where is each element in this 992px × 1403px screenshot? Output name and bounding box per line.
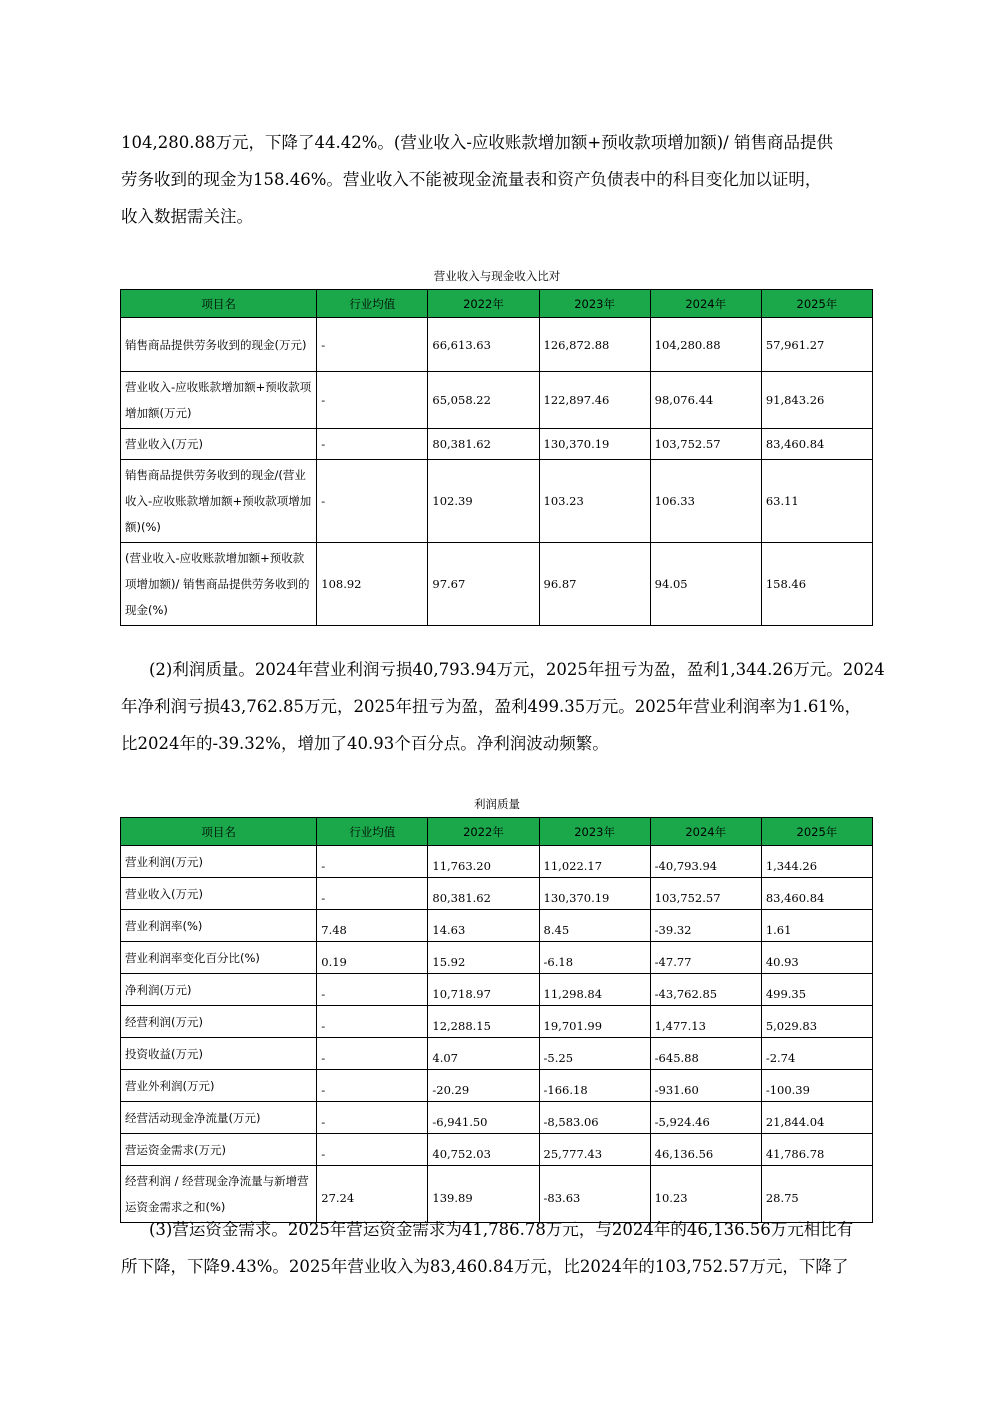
value-cell: 25,777.43: [539, 1134, 650, 1166]
column-header: 2025年: [761, 818, 872, 846]
value-cell: 103,752.57: [650, 878, 761, 910]
value-cell: 1.61: [761, 910, 872, 942]
value-cell: 80,381.62: [428, 878, 539, 910]
value-cell: -20.29: [428, 1070, 539, 1102]
industry-average-cell: 0.19: [317, 942, 428, 974]
value-cell: 1,477.13: [650, 1006, 761, 1038]
value-cell: -40,793.94: [650, 846, 761, 878]
industry-average-cell: -: [317, 1006, 428, 1038]
column-header: 2024年: [650, 290, 761, 318]
row-label: 经营活动现金净流量(万元): [121, 1102, 317, 1134]
column-header: 2024年: [650, 818, 761, 846]
industry-average-cell: -: [317, 318, 428, 372]
text-line: (3)营运资金需求。2025年营运资金需求为41,786.78万元，与2024年的46,136.56万元相比有: [149, 1220, 854, 1239]
row-label: 净利润(万元): [121, 974, 317, 1006]
value-cell: 8.45: [539, 910, 650, 942]
value-cell: 83,460.84: [761, 429, 872, 460]
value-cell: 4.07: [428, 1038, 539, 1070]
industry-average-cell: -: [317, 372, 428, 429]
value-cell: 57,961.27: [761, 318, 872, 372]
value-cell: 11,298.84: [539, 974, 650, 1006]
value-cell: 5,029.83: [761, 1006, 872, 1038]
table-row: [121, 318, 873, 372]
column-header: 行业均值: [317, 818, 428, 846]
table-row: [121, 910, 873, 942]
value-cell: 1,344.26: [761, 846, 872, 878]
value-cell: -100.39: [761, 1070, 872, 1102]
table-row: [121, 372, 873, 429]
value-cell: 130,370.19: [539, 429, 650, 460]
column-header: 2022年: [428, 818, 539, 846]
table-header-row: [121, 290, 873, 318]
value-cell: -8,583.06: [539, 1102, 650, 1134]
table-row: [121, 1134, 873, 1166]
table-row: [121, 460, 873, 543]
table-row: [121, 878, 873, 910]
value-cell: -645.88: [650, 1038, 761, 1070]
row-label: 营业收入(万元): [121, 429, 317, 460]
table-row: [121, 1102, 873, 1134]
value-cell: 11,022.17: [539, 846, 650, 878]
text-line: 劳务收到的现金为158.46%。营业收入不能被现金流量表和资产负债表中的科目变化加以证明，: [121, 170, 822, 189]
table1-caption: 营业收入与现金收入比对: [433, 269, 561, 283]
value-cell: 98,076.44: [650, 372, 761, 429]
value-cell: 14.63: [428, 910, 539, 942]
value-cell: 46,136.56: [650, 1134, 761, 1166]
industry-average-cell: -: [317, 974, 428, 1006]
column-header: 2025年: [761, 290, 872, 318]
value-cell: 80,381.62: [428, 429, 539, 460]
value-cell: 158.46: [761, 543, 872, 626]
industry-average-cell: -: [317, 429, 428, 460]
row-label: 经营利润 / 经营现金净流量与新增营运资金需求之和(%): [121, 1166, 317, 1223]
value-cell: 103,752.57: [650, 429, 761, 460]
value-cell: 139.89: [428, 1166, 539, 1223]
value-cell: 96.87: [539, 543, 650, 626]
column-header: 行业均值: [317, 290, 428, 318]
value-cell: -43,762.85: [650, 974, 761, 1006]
value-cell: -39.32: [650, 910, 761, 942]
paragraph-revenue-conclusion: [121, 124, 881, 235]
value-cell: -2.74: [761, 1038, 872, 1070]
row-label: 营运资金需求(万元): [121, 1134, 317, 1166]
value-cell: -6,941.50: [428, 1102, 539, 1134]
profit-quality-table: [120, 817, 873, 1223]
revenue-cash-comparison-table: [120, 289, 873, 626]
value-cell: 41,786.78: [761, 1134, 872, 1166]
value-cell: -5.25: [539, 1038, 650, 1070]
row-label: 营业收入(万元): [121, 878, 317, 910]
industry-average-cell: -: [317, 1070, 428, 1102]
industry-average-cell: 108.92: [317, 543, 428, 626]
row-label: 投资收益(万元): [121, 1038, 317, 1070]
value-cell: 104,280.88: [650, 318, 761, 372]
table-row: [121, 974, 873, 1006]
value-cell: -5,924.46: [650, 1102, 761, 1134]
value-cell: -6.18: [539, 942, 650, 974]
value-cell: 15.92: [428, 942, 539, 974]
value-cell: 122,897.46: [539, 372, 650, 429]
table-row: [121, 1070, 873, 1102]
value-cell: 103.23: [539, 460, 650, 543]
value-cell: 11,763.20: [428, 846, 539, 878]
value-cell: 12,288.15: [428, 1006, 539, 1038]
industry-average-cell: -: [317, 1038, 428, 1070]
value-cell: 91,843.26: [761, 372, 872, 429]
value-cell: 19,701.99: [539, 1006, 650, 1038]
row-label: 营业收入-应收账款增加额+预收款项增加额(万元): [121, 372, 317, 429]
column-header: 2022年: [428, 290, 539, 318]
table-row: [121, 429, 873, 460]
value-cell: 40.93: [761, 942, 872, 974]
table-row: [121, 846, 873, 878]
column-header: 2023年: [539, 290, 650, 318]
industry-average-cell: -: [317, 1102, 428, 1134]
value-cell: 130,370.19: [539, 878, 650, 910]
row-label: 营业利润率变化百分比(%): [121, 942, 317, 974]
industry-average-cell: -: [317, 846, 428, 878]
value-cell: 65,058.22: [428, 372, 539, 429]
text-line: 104,280.88万元，下降了44.42%。(营业收入-应收账款增加额+预收款项增加额)/ 销售商品提供: [121, 133, 833, 152]
industry-average-cell: 7.48: [317, 910, 428, 942]
value-cell: 10,718.97: [428, 974, 539, 1006]
industry-average-cell: -: [317, 878, 428, 910]
paragraph-profit-quality: [121, 651, 885, 762]
row-label: 营业利润率(%): [121, 910, 317, 942]
row-label: 销售商品提供劳务收到的现金(万元): [121, 318, 317, 372]
table2-caption: 利润质量: [474, 797, 520, 811]
value-cell: 97.67: [428, 543, 539, 626]
text-line: 比2024年的-39.32%，增加了40.93个百分点。净利润波动频繁。: [121, 734, 609, 753]
value-cell: 126,872.88: [539, 318, 650, 372]
text-line: 年净利润亏损43,762.85万元，2025年扭亏为盈，盈利499.35万元。2025年营业利润率为1.61%，: [121, 697, 862, 716]
value-cell: 106.33: [650, 460, 761, 543]
row-label: 经营利润(万元): [121, 1006, 317, 1038]
value-cell: 499.35: [761, 974, 872, 1006]
value-cell: 102.39: [428, 460, 539, 543]
table-header-row: [121, 818, 873, 846]
table-row: [121, 543, 873, 626]
text-line: 所下降，下降9.43%。2025年营业收入为83,460.84万元，比2024年的103,752.57万元，下降了: [121, 1257, 849, 1276]
value-cell: -931.60: [650, 1070, 761, 1102]
table-row: [121, 942, 873, 974]
text-line: 收入数据需关注。: [121, 207, 253, 226]
value-cell: 66,613.63: [428, 318, 539, 372]
table-row: [121, 1038, 873, 1070]
column-header: 项目名: [121, 818, 317, 846]
value-cell: 94.05: [650, 543, 761, 626]
value-cell: -47.77: [650, 942, 761, 974]
value-cell: 21,844.04: [761, 1102, 872, 1134]
column-header: 项目名: [121, 290, 317, 318]
row-label: 营业外利润(万元): [121, 1070, 317, 1102]
paragraph-working-capital: [121, 1211, 881, 1285]
row-label: 营业利润(万元): [121, 846, 317, 878]
value-cell: -166.18: [539, 1070, 650, 1102]
value-cell: 28.75: [761, 1166, 872, 1223]
value-cell: 63.11: [761, 460, 872, 543]
value-cell: 83,460.84: [761, 878, 872, 910]
industry-average-cell: -: [317, 460, 428, 543]
text-line: (2)利润质量。2024年营业利润亏损40,793.94万元，2025年扭亏为盈，盈利1,344.26万元。2024: [149, 660, 885, 679]
industry-average-cell: -: [317, 1134, 428, 1166]
row-label: (营业收入-应收账款增加额+预收款项增加额)/ 销售商品提供劳务收到的现金(%): [121, 543, 317, 626]
value-cell: 40,752.03: [428, 1134, 539, 1166]
value-cell: -83.63: [539, 1166, 650, 1223]
row-label: 销售商品提供劳务收到的现金/(营业收入-应收账款增加额+预收款项增加额)(%): [121, 460, 317, 543]
column-header: 2023年: [539, 818, 650, 846]
value-cell: 10.23: [650, 1166, 761, 1223]
industry-average-cell: 27.24: [317, 1166, 428, 1223]
table-row: [121, 1006, 873, 1038]
